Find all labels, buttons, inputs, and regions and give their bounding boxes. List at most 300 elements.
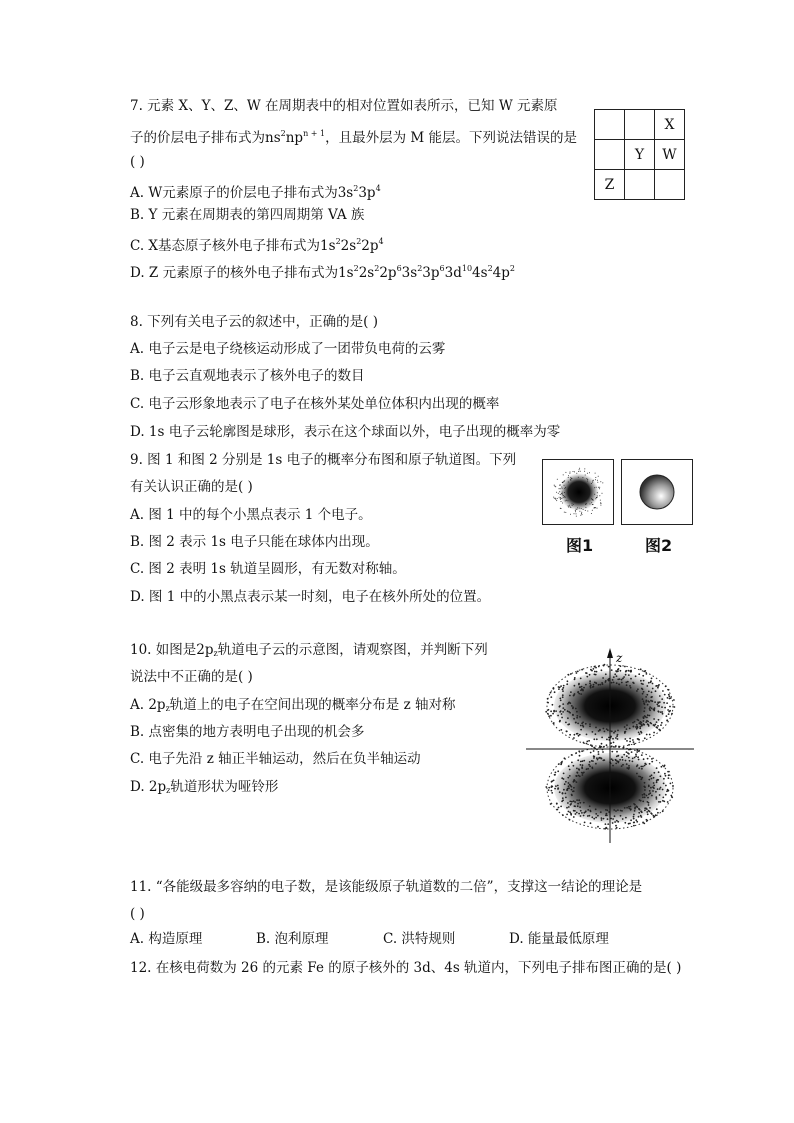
cloud-dot	[572, 505, 573, 506]
orbital-dot	[656, 727, 658, 729]
orbital-dot	[560, 806, 562, 808]
orbital-dot	[569, 819, 571, 821]
orbital-dot	[550, 710, 552, 712]
cloud-dot	[570, 477, 571, 478]
q7-stem-line2: 子的价层电子排布式为$ns^2np^{n + 1}$，且最外层为 M 能层。下列说法错误的是	[130, 129, 577, 146]
orbital-dot	[627, 767, 629, 769]
q11-options	[130, 930, 609, 948]
orbital-dot	[576, 717, 578, 719]
orbital-dot	[612, 759, 614, 761]
cloud-dot	[556, 492, 557, 493]
orbital-dot	[655, 814, 657, 816]
orbital-dot	[636, 806, 638, 808]
orbital-dot	[545, 786, 547, 788]
orbital-dot	[632, 761, 634, 763]
orbital-dot	[583, 815, 585, 817]
orbital-dot	[602, 759, 604, 761]
orbital-dot	[562, 689, 564, 691]
orbital-dot	[577, 671, 579, 673]
orbital-dot	[663, 702, 665, 704]
cloud-dot	[568, 507, 569, 508]
orbital-dot	[632, 722, 634, 724]
cloud-dot	[563, 495, 564, 496]
orbital-dot	[558, 686, 560, 688]
orbital-dot	[628, 674, 630, 676]
orbital-dot	[555, 710, 557, 712]
table-cell: X	[655, 110, 685, 140]
orbital-dot	[586, 734, 588, 736]
orbital-dot	[649, 807, 651, 809]
orbital-dot	[570, 673, 572, 675]
orbital-dot	[603, 746, 605, 748]
cloud-dot	[596, 487, 597, 488]
cloud-dot	[597, 482, 598, 483]
orbital-dot	[616, 675, 618, 677]
orbital-dot	[554, 788, 556, 790]
cloud-dot	[562, 494, 563, 495]
orbital-dot	[591, 816, 593, 818]
orbital-dot	[596, 671, 598, 673]
orbital-dot	[611, 730, 613, 732]
orbital-dot	[594, 671, 596, 673]
orbital-dot	[670, 795, 672, 797]
orbital-dot	[552, 713, 554, 715]
orbital-dot	[589, 723, 591, 725]
orbital-dot	[590, 669, 592, 671]
orbital-dot	[571, 794, 573, 796]
cloud-dot	[568, 477, 569, 478]
cloud-dot	[567, 500, 568, 501]
orbital-dot	[652, 688, 654, 690]
cloud-dot	[570, 506, 571, 507]
orbital-dot	[653, 772, 655, 774]
orbital-dot	[631, 751, 633, 753]
orbital-dot	[588, 764, 590, 766]
orbital-dot	[614, 815, 616, 817]
orbital-dot	[576, 768, 578, 770]
orbital-dot	[562, 799, 564, 801]
orbital-dot	[603, 818, 605, 820]
orbital-dot	[580, 761, 582, 763]
cloud-dot	[586, 503, 587, 504]
orbital-dot	[562, 711, 564, 713]
orbital-dot	[559, 721, 561, 723]
orbital-dot	[575, 813, 577, 815]
q10-option-a: A. $2p_z$轨道上的电子在空间出现的概率分布是 z 轴对称	[130, 697, 456, 713]
orbital-dot	[551, 780, 553, 782]
orbital-dot	[658, 685, 660, 687]
orbital-dot	[568, 765, 570, 767]
orbital-dot	[576, 799, 578, 801]
q11-stem-line2: ( )	[130, 906, 145, 922]
cloud-dot	[570, 480, 571, 481]
q9-stem-line1: 9. 图 1 和图 2 分别是 1s 电子的概率分布图和原子轨道图。下列	[130, 452, 517, 468]
orbital-dot	[582, 760, 584, 762]
orbital-dot	[664, 694, 666, 696]
cloud-dot	[559, 497, 560, 498]
orbital-dot	[608, 680, 610, 682]
orbital-dot	[644, 707, 646, 709]
orbital-dot	[574, 734, 576, 736]
orbital-dot	[562, 703, 564, 705]
orbital-dot	[577, 803, 579, 805]
orbital-dot	[605, 673, 607, 675]
orbital-dot	[618, 746, 620, 748]
orbital-dot	[562, 696, 564, 698]
orbital-dot	[579, 755, 581, 757]
orbital-dot	[577, 723, 579, 725]
orbital-dot	[656, 704, 658, 706]
orbital-dot	[629, 760, 631, 762]
orbital-dot	[601, 743, 603, 745]
orbital-dot	[634, 757, 636, 759]
orbital-dot	[553, 710, 555, 712]
orbital-dot	[557, 787, 559, 789]
orbital-dot	[614, 673, 616, 675]
orbital-dot	[629, 741, 631, 743]
orbital-dot	[568, 811, 570, 813]
orbital-dot	[668, 711, 670, 713]
orbital-dot	[584, 822, 586, 824]
cloud-dot	[570, 479, 571, 480]
orbital-dot	[633, 741, 635, 743]
orbital-dot	[548, 709, 550, 711]
orbital-dot	[581, 767, 583, 769]
orbital-dot	[566, 683, 568, 685]
orbital-dot	[567, 710, 569, 712]
cloud-dot	[556, 500, 557, 501]
orbital-dot	[648, 779, 650, 781]
orbital-dot	[606, 744, 608, 746]
cloud-dot	[602, 482, 603, 483]
orbital-dot	[582, 764, 584, 766]
orbital-dot	[635, 754, 637, 756]
orbital-dot	[576, 775, 578, 777]
orbital-dot	[565, 722, 567, 724]
orbital-dot	[644, 810, 646, 812]
cloud-dot	[561, 508, 562, 509]
orbital-dot	[617, 738, 619, 740]
cloud-dot	[597, 492, 598, 493]
cloud-dot	[563, 481, 564, 482]
orbital-dot	[630, 678, 632, 680]
table-cell	[595, 110, 625, 140]
orbital-dot	[571, 705, 573, 707]
orbital-dot	[611, 751, 613, 753]
orbital-dot	[651, 678, 653, 680]
cloud-dot	[591, 502, 592, 503]
orbital-dot	[613, 742, 615, 744]
orbital-dot	[564, 783, 566, 785]
q10-option-b: B. 点密集的地方表明电子出现的机会多	[130, 724, 365, 740]
orbital-dot	[661, 706, 663, 708]
orbital-dot	[569, 734, 571, 736]
orbital-dot	[644, 765, 646, 767]
orbital-dot	[596, 738, 598, 740]
orbital-dot	[582, 690, 584, 692]
orbital-dot	[559, 791, 561, 793]
cloud-dot	[560, 485, 561, 486]
cloud-dot	[580, 471, 581, 472]
orbital-dot	[626, 751, 628, 753]
cloud-dot	[555, 499, 556, 500]
orbital-dot	[598, 684, 600, 686]
orbital-dot	[661, 722, 663, 724]
orbital-dot	[642, 675, 644, 677]
orbital-dot	[605, 814, 607, 816]
orbital-dot	[615, 670, 617, 672]
orbital-dot	[625, 674, 627, 676]
orbital-dot	[583, 802, 585, 804]
orbital-dot	[604, 731, 606, 733]
orbital-dot	[597, 815, 599, 817]
orbital-dot	[612, 738, 614, 740]
orbital-dot	[595, 817, 597, 819]
orbital-dot	[668, 771, 670, 773]
orbital-dot	[593, 756, 595, 758]
orbital-dot	[651, 696, 653, 698]
orbital-dot	[624, 738, 626, 740]
orbital-dot	[657, 788, 659, 790]
cloud-dot	[595, 498, 596, 499]
orbital-dot	[615, 763, 617, 765]
orbital-dot	[617, 821, 619, 823]
q11-stem-line1: 11. “各能级最多容纳的电子数，是该能级原子轨道数的二倍”，支撑这一结论的理论是	[130, 879, 643, 895]
orbital-dot	[664, 707, 666, 709]
orbital-dot	[626, 807, 628, 809]
orbital-dot	[557, 785, 559, 787]
orbital-dot	[611, 745, 613, 747]
orbital-dot	[569, 775, 571, 777]
orbital-dot	[626, 728, 628, 730]
orbital-dot	[648, 785, 650, 787]
orbital-dot	[613, 676, 615, 678]
cloud-dot	[599, 487, 600, 488]
orbital-dot	[572, 791, 574, 793]
orbital-dot	[587, 809, 589, 811]
orbital-dot	[580, 815, 582, 817]
cloud-dot	[590, 504, 591, 505]
orbital-dot	[643, 720, 645, 722]
orbital-dot	[656, 767, 658, 769]
orbital-dot	[621, 765, 623, 767]
periodic-position-table	[594, 109, 685, 200]
orbital-dot	[553, 722, 555, 724]
orbital-dot	[562, 814, 564, 816]
q8-option-d: D. 1s 电子云轮廓图是球形，表示在这个球面以外，电子出现的概率为零	[130, 424, 561, 440]
cloud-dot	[576, 516, 577, 517]
cloud-dot	[573, 504, 574, 505]
orbital-dot	[594, 674, 596, 676]
orbital-dot	[652, 786, 654, 788]
orbital-dot	[616, 756, 618, 758]
cloud-dot	[560, 494, 561, 495]
orbital-dot	[561, 763, 563, 765]
q7-option-a: A. W元素原子的价层电子排布式为$3s^23p^4$	[130, 184, 381, 201]
figure-1-probability-cloud	[542, 459, 614, 525]
orbital-dot	[616, 682, 618, 684]
orbital-dot	[673, 699, 675, 701]
orbital-dot	[561, 717, 563, 719]
orbital-dot	[636, 749, 638, 751]
orbital-dot	[624, 807, 626, 809]
orbital-dot	[671, 796, 673, 798]
orbital-dot	[647, 714, 649, 716]
orbital-dot	[578, 768, 580, 770]
orbital-dot	[649, 763, 651, 765]
orbital-dot	[582, 725, 584, 727]
q12-stem: 12. 在核电荷数为 26 的元素 Fe 的原子核外的 3d、4s 轨道内，下列电子排布图正确的是( )	[130, 960, 682, 976]
orbital-dot	[595, 667, 597, 669]
orbital-dot	[577, 733, 579, 735]
cloud-dot	[594, 487, 595, 488]
orbital-dot	[660, 787, 662, 789]
orbital-dot	[598, 753, 600, 755]
orbital-dot	[650, 787, 652, 789]
orbital-dot	[573, 780, 575, 782]
cloud-dot	[584, 471, 585, 472]
orbital-dot	[605, 809, 607, 811]
cloud-dot	[561, 501, 562, 502]
table-cell: Z	[595, 170, 625, 200]
cloud-dot	[587, 473, 588, 474]
q7-stem-line3: ( )	[130, 154, 145, 170]
cloud-dot	[574, 471, 575, 472]
orbital-dot	[568, 806, 570, 808]
orbital-dot	[646, 734, 648, 736]
orbital-dot	[579, 806, 581, 808]
orbital-dot	[661, 766, 663, 768]
orbital-dot	[626, 684, 628, 686]
q8-option-a: A. 电子云是电子绕核运动形成了一团带负电荷的云雾	[130, 341, 446, 357]
orbital-dot	[575, 752, 577, 754]
orbital-dot	[592, 686, 594, 688]
orbital-dot	[638, 739, 640, 741]
cloud-dot	[571, 478, 572, 479]
orbital-dot	[620, 670, 622, 672]
cloud-dot	[560, 499, 561, 500]
cloud-dot	[565, 487, 566, 488]
cloud-dot	[583, 509, 584, 510]
cloud-dot	[563, 474, 564, 475]
orbital-dot	[547, 702, 549, 704]
orbital-dot	[589, 725, 591, 727]
cloud-dot	[557, 479, 558, 480]
orbital-dot	[581, 812, 583, 814]
orbital-dot	[643, 758, 645, 760]
cloud-dot	[578, 477, 579, 478]
orbital-dot	[630, 819, 632, 821]
orbital-dot	[550, 696, 552, 698]
orbital-dot	[565, 781, 567, 783]
orbital-dot	[669, 696, 671, 698]
orbital-dot	[568, 787, 570, 789]
figure-2-caption: 图2	[645, 536, 673, 555]
orbital-dot	[621, 756, 623, 758]
orbital-dot	[629, 685, 631, 687]
q10-option-d: D. $2p_z$轨道形状为哑铃形	[130, 779, 279, 795]
orbital-dot	[616, 760, 618, 762]
orbital-dot	[629, 728, 631, 730]
orbital-dot	[559, 698, 561, 700]
orbital-dot	[647, 801, 649, 803]
cloud-dot	[576, 473, 577, 474]
orbital-dot	[658, 801, 660, 803]
orbital-dot	[655, 791, 657, 793]
orbital-dot	[550, 803, 552, 805]
orbital-dot	[634, 810, 636, 812]
orbital-dot	[638, 767, 640, 769]
orbital-dot	[647, 797, 649, 799]
orbital-dot	[639, 728, 641, 730]
orbital-dot	[653, 816, 655, 818]
q10-option-c: C. 电子先沿 z 轴正半轴运动，然后在负半轴运动	[130, 751, 421, 767]
orbital-dot	[636, 724, 638, 726]
orbital-dot	[628, 765, 630, 767]
orbital-dot	[625, 681, 627, 683]
cloud-dot	[561, 487, 562, 488]
cloud-dot	[553, 497, 554, 498]
orbital-dot	[580, 678, 582, 680]
orbital-dot	[634, 804, 636, 806]
orbital-dot	[603, 728, 605, 730]
orbital-dot	[613, 732, 615, 734]
orbital-dot	[593, 668, 595, 670]
figure-2pz-orbital	[526, 648, 694, 843]
cloud-dot	[562, 482, 563, 483]
orbital-dot	[668, 694, 670, 696]
orbital-dot	[664, 765, 666, 767]
orbital-dot	[642, 822, 644, 824]
electron-cloud-image	[543, 460, 613, 524]
cloud-dot	[574, 513, 575, 514]
orbital-dot	[649, 734, 651, 736]
cloud-dot	[575, 510, 576, 511]
orbital-dot	[634, 721, 636, 723]
figure-2-orbital-sphere	[621, 459, 693, 525]
orbital-dot	[642, 796, 644, 798]
orbital-dot	[558, 807, 560, 809]
orbital-dot	[593, 818, 595, 820]
orbital-dot	[575, 708, 577, 710]
orbital-dot	[648, 682, 650, 684]
orbital-dot	[555, 772, 557, 774]
orbital-dot	[645, 700, 647, 702]
cloud-dot	[600, 481, 601, 482]
orbital-dot	[649, 776, 651, 778]
orbital-dot	[579, 686, 581, 688]
orbital-dot	[607, 818, 609, 820]
orbital-dot	[557, 770, 559, 772]
orbital-dot	[570, 814, 572, 816]
orbital-dot	[625, 760, 627, 762]
cloud-dot	[577, 507, 578, 508]
orbital-dot	[633, 682, 635, 684]
cloud-dot	[555, 498, 556, 499]
cloud-dot	[599, 495, 600, 496]
orbital-dot	[573, 737, 575, 739]
orbital-dot	[634, 808, 636, 810]
orbital-dot	[665, 685, 667, 687]
orbital-dot	[593, 684, 595, 686]
orbital-dot	[619, 759, 621, 761]
orbital-dot	[668, 774, 670, 776]
orbital-dot	[567, 802, 569, 804]
orbital-dot	[589, 815, 591, 817]
orbital-dot	[626, 724, 628, 726]
orbital-dot	[577, 805, 579, 807]
orbital-dot	[628, 808, 630, 810]
